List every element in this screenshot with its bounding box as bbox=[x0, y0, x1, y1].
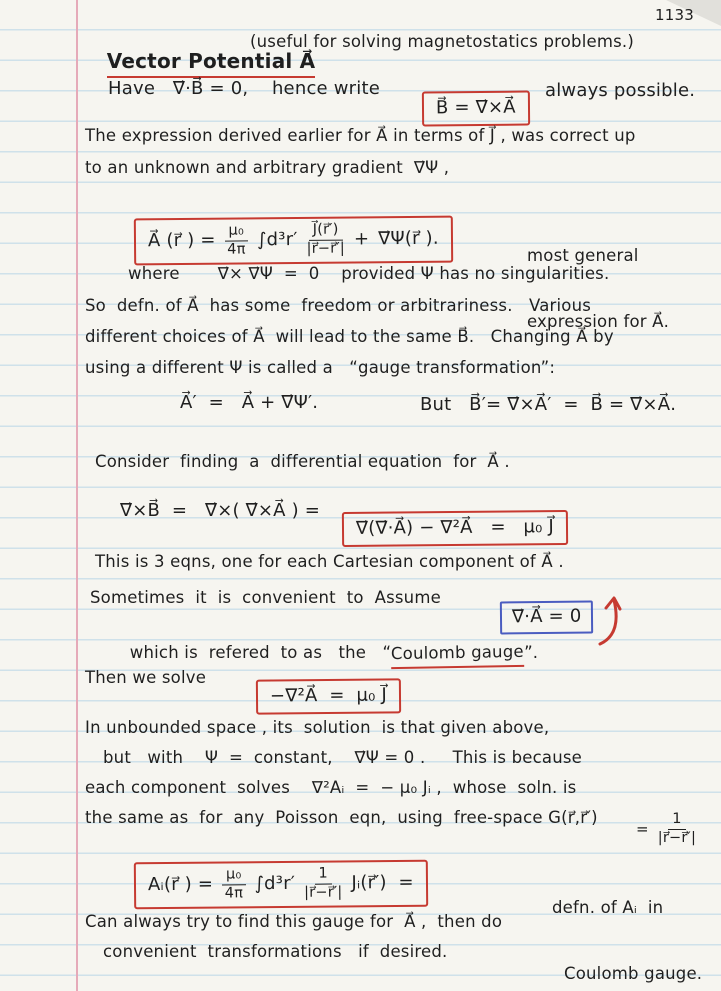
eqA-lhs: A⃗ (r⃗ ) = bbox=[147, 229, 216, 252]
eqAi-current-term: Jᵢ(r⃗′) = bbox=[351, 871, 414, 894]
eqA-current-fraction: $\frac{J⃗(r⃗')}{|r⃗-r⃗'|}$ bbox=[306, 221, 345, 257]
para1-line2: to an unknown and arbitrary gradient ∇⃗Ψ , bbox=[85, 158, 450, 177]
eqAi-sidenote-line2: Coulomb gauge. bbox=[564, 964, 703, 984]
eqAi-sidenote bbox=[552, 852, 702, 991]
gauge-invariance-equation: But B⃗′= ∇⃗×A⃗′ = B⃗ = ∇⃗×A⃗. bbox=[420, 394, 677, 415]
sometimes-line: Sometimes it is convenient to Assume bbox=[90, 588, 441, 607]
boxed-curl-equation: B⃗ = ∇⃗×A⃗ bbox=[422, 90, 530, 125]
greens-equals: = bbox=[636, 820, 649, 839]
have-line: Have ∇⃗·B⃗ = 0, hence write bbox=[108, 78, 380, 99]
boxed-poisson-A: −∇²A⃗ = μ₀ J⃗ bbox=[256, 678, 401, 714]
eqAi-integral: ∫d³r′ bbox=[254, 872, 295, 895]
three-eqns-line: This is 3 eqns, one for each Cartesian component of A⃗ . bbox=[95, 552, 564, 571]
eqA-mu-fraction: $\frac{\text{μ₀}}{4\pi}$ bbox=[224, 223, 248, 258]
refered-pre: which is refered to as the “ bbox=[129, 642, 392, 662]
gauge-transform-equation: A⃗′ = A⃗ + ∇⃗Ψ′. bbox=[180, 392, 319, 413]
page-number: 1133 bbox=[655, 6, 694, 24]
eqAi-lhs: Aᵢ(r⃗ ) = bbox=[147, 873, 213, 895]
eqA-sidenote bbox=[527, 200, 669, 378]
eqA-sidenote-line2: expression for A⃗. bbox=[527, 312, 670, 332]
para3-line4: the same as for any Poisson eqn, using free-space G(r⃗,r⃗′) bbox=[85, 808, 598, 827]
coulomb-gauge-term: Coulomb gauge bbox=[391, 641, 524, 668]
outro-line1: Can always try to find this gauge for A⃗ , then do bbox=[85, 912, 503, 931]
para3-line2: but with Ψ = constant, ∇⃗Ψ = 0 . This is because bbox=[103, 748, 583, 767]
eqA-plus: + bbox=[353, 228, 370, 250]
para3-line3: each component solves ∇²Aᵢ = − μ₀ Jᵢ , whose soln. is bbox=[85, 778, 577, 797]
eqA-sidenote-line1: most general bbox=[527, 245, 639, 265]
where-line: where ∇⃗× ∇⃗Ψ = 0 provided Ψ has no singularities. bbox=[128, 264, 610, 283]
red-arrow-up-icon bbox=[596, 594, 626, 646]
margin-line bbox=[76, 0, 78, 991]
boxed-diffeq: ∇⃗(∇⃗·A⃗) − ∇²A⃗ = μ₀ J⃗ bbox=[342, 510, 568, 546]
para2-line3: using a different Ψ is called a “gauge transformation”: bbox=[85, 358, 556, 377]
para1-line1: The expression derived earlier for A⃗ in terms of J⃗ , was correct up bbox=[85, 126, 636, 145]
greens-function-value bbox=[636, 812, 696, 847]
eqA-gradient-term: ∇⃗Ψ(r⃗ ). bbox=[377, 227, 439, 250]
para2-line2: different choices of A⃗ will lead to the same B⃗. Changing A⃗ by bbox=[85, 327, 614, 346]
eqAi-sidenote-line1: defn. of Aᵢ in bbox=[552, 897, 664, 917]
curl-curl-lhs: ∇⃗×B⃗ = ∇⃗×( ∇⃗×A⃗ ) = bbox=[120, 500, 321, 521]
always-possible: always possible. bbox=[545, 80, 696, 101]
refered-post: ”. bbox=[524, 642, 539, 662]
title-text: Vector Potential A⃗ bbox=[107, 49, 316, 78]
para2-line1: So defn. of A⃗ has some freedom or arbitrariness. Various bbox=[85, 296, 592, 315]
outro-line2: convenient transformations if desired. bbox=[103, 942, 448, 961]
eqAi-mu-fraction: $\frac{\text{μ₀}}{4\pi}$ bbox=[222, 867, 246, 902]
consider-line: Consider finding a differential equation for A⃗ . bbox=[95, 452, 510, 471]
eqA-integral: ∫d³r′ bbox=[256, 228, 298, 251]
then-solve-label: Then we solve bbox=[85, 668, 207, 687]
title-note: (useful for solving magnetostatics problems.) bbox=[250, 32, 634, 51]
para3-line1: In unbounded space , its solution is that given above, bbox=[85, 718, 550, 737]
eqAi-green-fraction: $\frac{1}{|r⃗-r⃗'|}$ bbox=[303, 865, 343, 901]
greens-fraction: $\frac{1}{|r⃗-r⃗'|}$ bbox=[657, 811, 697, 846]
boxed-divergence-free: ∇⃗·A⃗ = 0 bbox=[500, 600, 594, 633]
